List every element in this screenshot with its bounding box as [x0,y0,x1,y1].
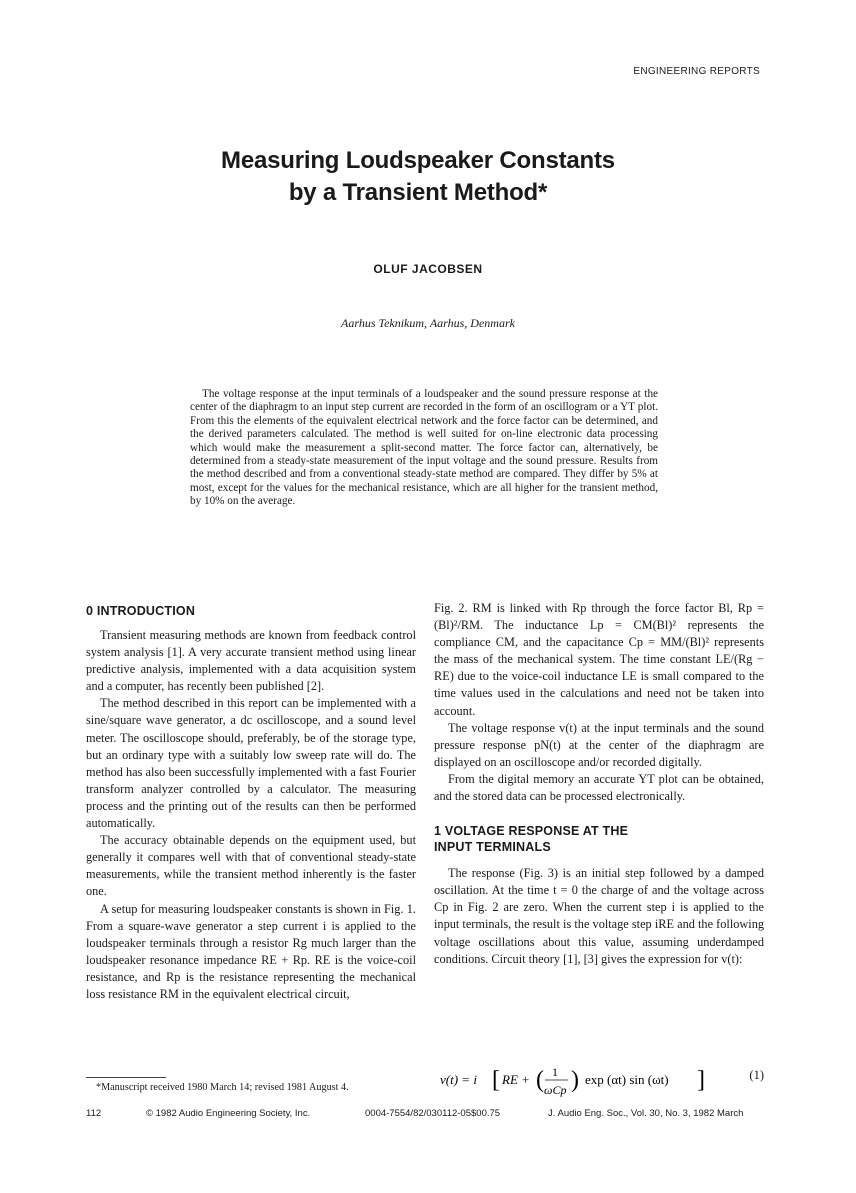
equation-1 [440,1062,770,1102]
journal-citation: J. Audio Eng. Soc., Vol. 30, No. 3, 1982 March [548,1108,744,1119]
intro-heading: 0 INTRODUCTION [86,604,196,618]
section-tag: ENGINEERING REPORTS [633,66,760,77]
eq-close-paren: ) [571,1067,579,1093]
eq-numerator: 1 [552,1065,558,1079]
intro-paragraph-3: The accuracy obtainable depends on the equipment used, but generally it compares well with that of conventional steady-state measurements, while the transient method inherently is the faster one. [86,833,416,899]
page-footer [0,1108,856,1124]
eq-lhs: v(t) = i [440,1072,477,1087]
section-1-heading-line-2: INPUT TERMINALS [434,840,551,855]
page-number: 112 [86,1108,102,1119]
equation-1-svg [440,1062,740,1102]
footnote-rule [86,1077,166,1078]
right-paragraph-2: The voltage response v(t) at the input terminals and the sound pressure response pN(t) at the center of the diaphragm are displayed on an oscilloscope and/or recorded digitally. [434,720,764,769]
eq-tail: exp (αt) sin (ωt) [585,1072,669,1087]
article-title [0,145,836,209]
intro-paragraph-2: The method described in this report can be implemented with a sine/square wave generator, a dc oscilloscope, and a sound level meter. The oscilloscope should, preferably, be of the storage type, but an ordinary type with a suitably low sweep rate will do. The method has also been successfully implemented with a fast Fourier transform analyzer controlled by a calculator. The measuring process and the printing out of the results can then be performed automatically. [86,696,416,831]
section-1-heading-line-1: 1 VOLTAGE RESPONSE AT THE [434,824,629,839]
right-column [434,600,764,968]
right-paragraph-1: Fig. 2. RM is linked with Rp through the force factor Bl, Rp = (Bl)²/RM. The inductance Lp = CM(Bl)² represents the compliance CM, and the capacitance Cp = MM/(Bl)² represents the mass of the mechanical system. The time constant LE/(Rg − RE) due to the voice-coil inductance LE is small compared to the time values used in the calculations and need not be taken into account. [434,601,764,718]
eq-open-paren: ( [536,1067,544,1093]
left-column [86,600,416,1003]
author-affiliation: Aarhus Teknikum, Aarhus, Denmark [341,316,515,330]
issn-code: 0004-7554/82/030112-05$00.75 [365,1108,501,1119]
section-1-heading [434,823,764,855]
abstract-text: The voltage response at the input terminals of a loudspeaker and the sound pressure response at the center of the diaphragm to an input step current are recorded in the form of an oscillogram or a YT plot. From this the elements of the equivalent electrical network and the force factor can be determined, and the derived parameters calculated. The method is well suited for on-line electronic data processing which would make the measurement a split-second matter. The force factor can, alternatively, be determined from a steady-state measurement of the input voltage and the sound pressure. Results from the method described and from a conventional steady-state method are compared. They differ by 5% at most, except for the values for the mechanical resistance, which are all higher for the transient method, by 10% on the average. [190,388,658,508]
author-name: OLUF JACOBSEN [373,262,483,276]
title-line-2: by a Transient Method* [288,179,548,206]
right-paragraph-3: From the digital memory an accurate YT plot can be obtained, and the stored data can be processed electronically. [434,771,764,804]
eq-denominator: ωCp [544,1083,567,1097]
footnote: *Manuscript received 1980 March 14; revised 1981 August 4. [96,1082,349,1093]
abstract [190,388,658,509]
equation-number: (1) [749,1068,764,1082]
intro-paragraph-1: Transient measuring methods are known from feedback control system analysis [1]. A very accurate transient method using linear predictive analysis, implemented with a data acquisition system and a computer, has recently been published [2]. [86,628,416,694]
title-line-1: Measuring Loudspeaker Constants [221,147,615,174]
copyright-line: © 1982 Audio Engineering Society, Inc. [146,1108,311,1119]
eq-close-bracket: ] [697,1067,705,1093]
eq-term-1: RE + [502,1072,530,1087]
section-1-paragraph-1: The response (Fig. 3) is an initial step followed by a damped oscillation. At the time t = 0 the charge of and the voltage across Cp in Fig. 2 are zero. When the current step i is applied to the input terminals, the result is the voltage step iRE and the following voltage oscillations about this value, assuming underdamped conditions. Circuit theory [1], [3] gives the expression for v(t): [434,866,764,966]
eq-open-bracket: [ [492,1067,500,1093]
intro-paragraph-4: A setup for measuring loudspeaker constants is shown in Fig. 1. From a square-wave generator a step current i is applied to the loudspeaker terminals through a resistor Rg much larger than the loudspeaker resonance impedance RE + Rp. RE is the voice-coil resistance, and Rp is the resistance representing the mechanical loss resistance RM in the equivalent electrical circuit, [86,901,416,1001]
